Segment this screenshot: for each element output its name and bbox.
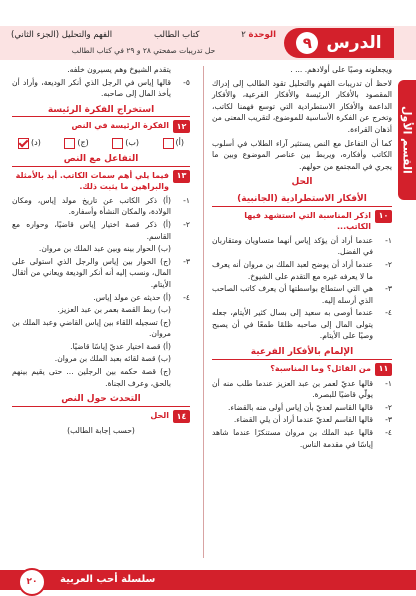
- choice-label: (ب): [125, 138, 140, 148]
- item-text: عندما أراد أن يوضح لعبد الملك بن مروان أنه يعرف ما لا يعرفه غيره مع التقدم على الشيوخ.: [212, 259, 373, 281]
- item-number: ١-: [385, 235, 392, 245]
- item-number: [174, 243, 190, 255]
- checkbox[interactable]: [163, 138, 174, 149]
- item-text: (ج) الحوار بين إياس والرجل الذي استولى على المال، ونسب إليه أنه أنكر الوديعة ويعاني من أثقال الأيتام.: [12, 256, 171, 289]
- item-number: ١-: [385, 378, 392, 388]
- question: [12, 170, 190, 193]
- question: [12, 120, 190, 133]
- item-text: قالها القاسم لعديّ بأن إياس أولى منه بالقضاء.: [228, 402, 373, 412]
- question-number: ١٤: [173, 410, 190, 423]
- answer-item: [212, 414, 392, 426]
- item-number: [174, 366, 190, 389]
- question: [12, 410, 190, 423]
- section-title: الإلمام بالأفكار الفرعية: [212, 347, 392, 360]
- item-text: يتقدم الشيوخ وهم يسيرون خلفه.: [67, 65, 171, 74]
- choice-d[interactable]: [18, 137, 41, 149]
- answer-item: [212, 378, 392, 401]
- section-side-tab: القسم الأول: [398, 80, 416, 200]
- choice-label: (ج): [77, 138, 89, 148]
- choice-b[interactable]: [112, 137, 139, 149]
- choice-c[interactable]: [64, 137, 88, 149]
- item-text: (ج) قصة حكمه بين الرجلين ... حتى يقيم بينهم بالحق، وعرف الجناة.: [12, 367, 171, 388]
- answer-item: [12, 219, 190, 242]
- question-number: ١٢: [173, 120, 190, 133]
- intro-paragraph: كما أن التفاعل مع النص يستثير آراء الطلاب في أسلوب الكاتب وأفكاره، ويربط بين عناصر الموضوع وبين ما يجري في المجتمع من حولهم.: [212, 138, 392, 171]
- question-text: الفكرة الرئيسة في النص: [71, 121, 169, 131]
- question: [212, 363, 392, 376]
- item-number: ٣-: [183, 256, 190, 266]
- item-text: قالها عبد الملك بن مروان مستنكرًا عندما شاهد إياسًا في مقدمة الناس.: [212, 428, 373, 449]
- item-text: (ب) قصة لقائه بعبد الملك بن مروان.: [54, 354, 171, 364]
- item-text: عندما أوصى به سعيد إلى بسال كثير الأيتام، جعله يتولى المال إلى صاحبه ظلمًا طمعًا في أن يصبح وصيًا على الأيتام.: [212, 308, 373, 341]
- answer-item: [12, 64, 190, 76]
- right-column: [212, 64, 392, 451]
- section-title: استخراج الفكرة الرئيسة: [12, 105, 190, 118]
- answer-item: [12, 317, 190, 340]
- solution-title: الحل: [291, 177, 313, 188]
- item-number: ٤-: [385, 308, 392, 318]
- answer-item: [12, 353, 190, 365]
- item-text: (أ) حديثه عن مولد إياس.: [93, 292, 171, 302]
- item-number: [174, 353, 190, 365]
- answer-item: [212, 283, 392, 306]
- section-title: التحدث حول النص: [12, 394, 190, 407]
- question-number: ١٣: [173, 170, 190, 183]
- answer-note: (حسب إجابة الطالب): [67, 425, 135, 435]
- item-text: (أ) ذكر قصة اختيار إياس قاضيًا، وحواره مع القاسم.: [12, 219, 171, 241]
- answer-item: [212, 402, 392, 414]
- unit: [241, 30, 276, 40]
- item-text: هي التي استطاع بواسطتها أن يعرف كاتب الصاحب الذي أرسله إليه.: [212, 284, 373, 305]
- item-number: ٤-: [385, 428, 392, 438]
- checkbox-checked[interactable]: [18, 138, 29, 149]
- answer-item: [212, 259, 392, 282]
- item-text: قالها القاسم لعديّ عندما أراد أن يلي القضاء.: [233, 415, 373, 425]
- item-number: ٥-: [183, 77, 190, 87]
- item-number: ٣-: [385, 415, 392, 425]
- item-number: ٢-: [385, 402, 392, 412]
- header: [0, 0, 416, 62]
- question-text: الحل: [150, 410, 169, 420]
- answer-item: [212, 307, 392, 342]
- answer-item: [12, 77, 190, 100]
- answer-item: [12, 341, 190, 353]
- question-number: ١٠: [375, 210, 392, 223]
- lesson-number: ٩: [296, 32, 318, 54]
- column-divider: [203, 66, 204, 558]
- answer-item: [12, 256, 190, 291]
- item-text: (أ) قصة اختيار عديّ إياسًا قاضيًا.: [70, 341, 171, 351]
- item-text: (أ) ذكر الكاتب عن تاريخ مولد إياس، ومكان الولادة، والمكان النشأة وأسفاره.: [12, 195, 171, 217]
- answer-item: [212, 235, 392, 258]
- header-meta: [11, 30, 276, 40]
- item-number: ٣-: [385, 284, 392, 294]
- question-text: من القائل؟ وما المناسبة؟: [270, 363, 371, 373]
- answer-item: [12, 304, 190, 316]
- footer: [0, 566, 416, 596]
- answer-item: [212, 427, 392, 450]
- item-number: ٢-: [385, 259, 392, 269]
- item-text: قالها عديّ لعمر بن عبد العزيز عندما طلب منه أن يولّي قاضيًا للبصرة.: [212, 378, 373, 400]
- subject-label: الفهم والتحليل (الجزء الثاني): [11, 30, 113, 40]
- choice-label: (أ): [175, 138, 184, 148]
- checkbox[interactable]: [64, 138, 75, 149]
- section-title: التفاعل مع النص: [12, 154, 190, 167]
- item-number: [174, 304, 190, 316]
- item-number: ١-: [183, 195, 190, 205]
- question-text: فيما يلي أهم سمات الكاتب. أيد بالأمثلة والبراهين ما يثبت ذلك.: [15, 170, 169, 192]
- header-subtitle: حل تدريبات صفحتي ٢٨ و ٢٩ في كتاب الطالب: [71, 46, 216, 55]
- choice-a[interactable]: [163, 137, 184, 149]
- unit-label: الوحدة: [248, 30, 276, 40]
- item-text: عندما أراد أن يؤكد إياس أنهما متساويان ومتقاربان في الفضل.: [212, 235, 373, 257]
- page-number: ٢٠: [18, 568, 46, 596]
- item-number: [174, 341, 190, 353]
- question: [212, 210, 392, 233]
- item-number: [174, 64, 190, 76]
- intro-paragraph: ويجعلونه وصيًا على أولادهم. ... .: [290, 65, 392, 74]
- answer-item: [12, 243, 190, 255]
- left-column: [12, 64, 190, 438]
- series-title: سلسلة أحب العربية: [60, 574, 156, 585]
- unit-value: ٢: [241, 30, 246, 40]
- item-text: (ج) تسجيله اللقاء بين إياس القاضي وعبد الملك بن مروان.: [12, 317, 171, 339]
- item-number: ٢-: [183, 219, 190, 229]
- answer-item: [12, 195, 190, 218]
- item-text: (ب) الحوار بينه وبين عبد الملك بن مروان.: [38, 244, 171, 254]
- question-number: ١١: [375, 363, 392, 376]
- choice-row: [18, 137, 184, 149]
- lesson-badge: [284, 28, 394, 58]
- checkbox[interactable]: [112, 138, 123, 149]
- section-title: الأفكار الاستطرادية (الجانبية): [212, 194, 392, 207]
- question-text: اذكر المناسبة التي استشهد فيها الكاتب...: [244, 210, 371, 232]
- item-number: ٤-: [183, 292, 190, 302]
- book-label: كتاب الطالب: [154, 30, 200, 40]
- item-text: (ب) ربط القصة بعمر بن عبد العزيز.: [57, 305, 171, 315]
- answer-item: [12, 292, 190, 304]
- item-number: [174, 317, 190, 340]
- choice-label: (د): [31, 138, 41, 148]
- answer-item: [12, 366, 190, 389]
- intro-paragraph: لاحظ أن تدريبات الفهم والتحليل تقود الطالب إلى إدراك المقصود بالأفكار الرئيسة والأفكار الفرعية، والأفكار الداعمة والأفكار الاستطرادية التي توسع فهمنا لكاتب، وتخرج عن الفكرة الأساسية للموضوع، لتقريب المعنى من أذهان القراءة.: [212, 78, 392, 134]
- item-text: قالها إياس في الرجل الذي أنكر الوديعة، وأراد أن يأخذ المال إلى صاحبه.: [12, 77, 171, 99]
- lesson-word: الدرس: [326, 33, 382, 53]
